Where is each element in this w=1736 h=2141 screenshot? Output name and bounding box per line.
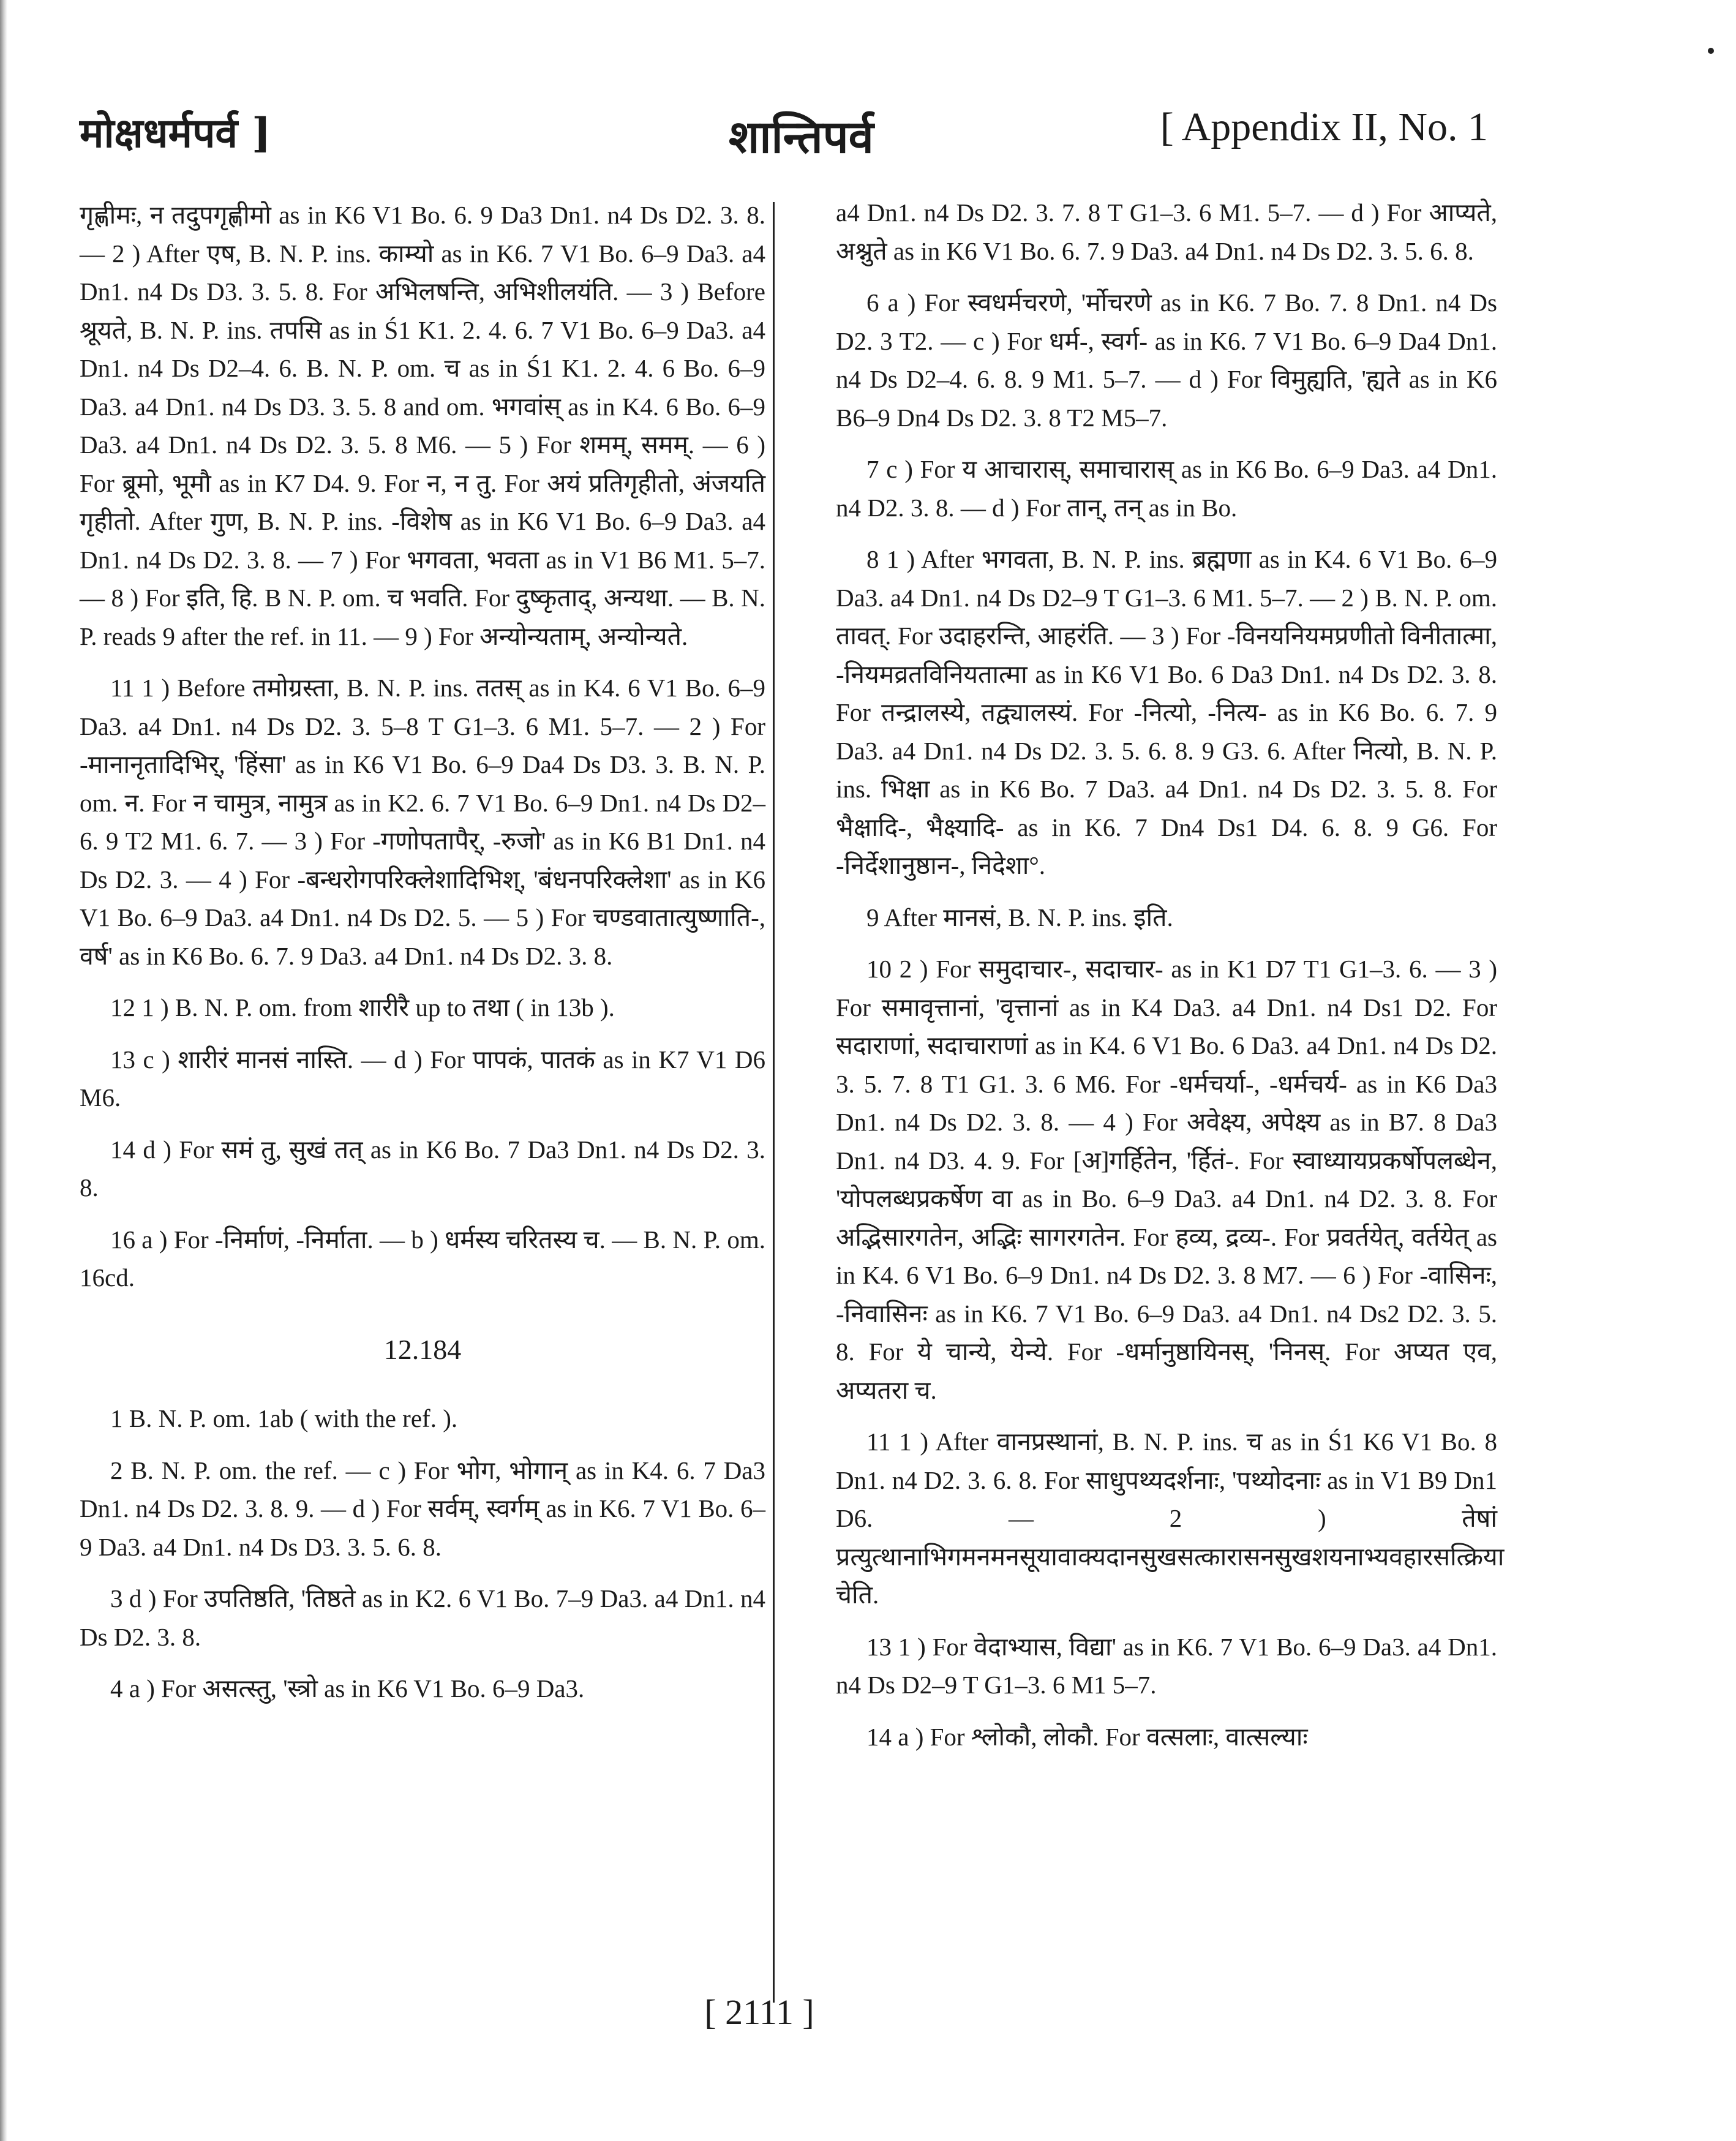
note-paragraph: 13 c ) शारीरं मानसं नास्ति. — d ) For पापकं, पातकं as in K7 V1 D6 M6. (80, 1045, 765, 1112)
note-paragraph: 11 1 ) After वानप्रस्थानां, B. N. P. ins. च as in Ś1 K6 V1 Bo. 8 Dn1. n4 D2. 3. 6. 8. For साधुपथ्यदर्शनाः, 'पथ्योदनाः as in V1 B9 Dn1 D6. — 2 ) तेषां प्रत्युत्थानाभिगमनमनसूयावाक्यदानसुखसत्कारासनसुखशयनाभ्यवहारसत्क्रिया चेति. (836, 1428, 1505, 1609)
note-paragraph: 2 B. N. P. om. the ref. — c ) For भोग, भोगान् as in K4. 6. 7 Da3 Dn1. n4 Ds D2. 3. 8. 9. — d ) For सर्वम्, स्वर्गम् as in K6. 7 V1 Bo. 6–9 Da3. a4 Dn1. n4 Ds D3. 3. 5. 6. 8. (80, 1456, 765, 1561)
note-paragraph: 7 c ) For य आचारास्, समाचारास् as in K6 Bo. 6–9 Da3. a4 Dn1. n4 D2. 3. 8. — d ) For तान्, तन् as in Bo. (836, 455, 1497, 522)
note-paragraph: 6 a ) For स्वधर्मचरणे, 'र्मोचरणे as in K6. 7 Bo. 7. 8 Dn1. n4 Ds D2. 3 T2. — c ) For धर्म-, स्वर्ग- as in K6. 7 V1 Bo. 6–9 Da4 Dn1. n4 Ds D2–4. 6. 8. 9 M1. 5–7. — d ) For विमुह्यति, 'ह्यते as in K6 B6–9 Dn4 Ds D2. 3. 8 T2 M5–7. (836, 288, 1497, 432)
note-paragraph: 10 2 ) For समुदाचार-, सदाचार- as in K1 D7 T1 G1–3. 6. — 3 ) For समावृत्तानां, 'वृत्तानां as in K4 Da3. a4 Dn1. n4 Ds1 D2. For सदाराणां, सदाचाराणां as in K4. 6 V1 Bo. 6 Da3. a4 Dn1. n4 Ds D2. 3. 5. 7. 8 T1 G1. 3. 6 M6. For -धर्मचर्या-, -धर्मचर्य- as in K6 Da3 Dn1. n4 Ds D2. 3. 8. — 4 ) For अवेक्ष्य, अपेक्ष्य as in B7. 8 Da3 Dn1. n4 D3. 4. 9. For [अ]गर्हितेन, 'र्हितं-. For स्वाध्यायप्रकर्षोपलब्धेन, 'योपलब्धप्रकर्षेण वा as in Bo. 6–9 Da3. a4 Dn1. n4 D2. 3. 8. For अद्भिसारगतेन, अद्भिः सागरगतेन. For हव्य, द्रव्य-. For प्रवर्तयेत्, वर्तयेत् as in K4. 6 V1 Bo. 6–9 Dn1. n4 Ds D2. 3. 8 M7. — 6 ) For -वासिनः, -निवासिनः as in K6. 7 V1 Bo. 6–9 Da3. a4 Dn1. n4 Ds2 D2. 3. 5. 8. For ये चान्ये, येन्ये. For -धर्मानुष्ठायिनस्, 'निनस्. For अप्यत एव, अप्यतरा च. (836, 955, 1497, 1404)
note-paragraph: 16 a ) For -निर्माणं, -निर्माता. — b ) धर्मस्य चरितस्य च. — B. N. P. om. 16cd. (80, 1225, 765, 1292)
note-paragraph: 11 1 ) Before तमोग्रस्ता, B. N. P. ins. ततस् as in K4. 6 V1 Bo. 6–9 Da3. a4 Dn1. n4 Ds D2. 3. 5–8 T G1–3. 6 M1. 5–7. — 2 ) For -मानानृतादिभिर्, 'हिंसा' as in K6 V1 Bo. 6–9 Da4 Ds D3. 3. B. N. P. om. न. For न चामुत्र, नामुत्र as in K2. 6. 7 V1 Bo. 6–9 Dn1. n4 Ds D2–6. 9 T2 M1. 6. 7. — 3 ) For -गणोपतापैर्, -रुजो' as in K6 B1 Dn1. n4 Ds D2. 3. — 4 ) For -बन्धरोगपरिक्लेशादिभिश्, 'बंधनपरिक्लेशा' as in K6 V1 Bo. 6–9 Da3. a4 Dn1. n4 Ds D2. 5. — 5 ) For चण्डवातात्युष्णाति-, वर्ष' as in K6 Bo. 6. 7. 9 Da3. a4 Dn1. n4 Ds D2. 3. 8. (80, 674, 765, 970)
scan-speck (1708, 48, 1714, 54)
note-paragraph: 1 B. N. P. om. 1ab ( with the ref. ). (110, 1404, 458, 1432)
note-paragraph: गृह्णीमः, न तदुपगृह्णीमो as in K6 V1 Bo. 6. 9 Da3 Dn1. n4 Ds D2. 3. 8. — 2 ) After एष, B. N. P. ins. काम्यो as in K6. 7 V1 Bo. 6–9 Da3. a4 Dn1. n4 Ds D3. 3. 5. 8. For अभिलषन्ति, अभिशीलयंति. — 3 ) Before श्रूयते, B. N. P. ins. तपसि as in Ś1 K1. 2. 4. 6. 7 V1 Bo. 6–9 Da3. a4 Dn1. n4 Ds D2–4. 6. B. N. P. om. च as in Ś1 K1. 2. 4. 6 Bo. 6–9 Da3. a4 Dn1. n4 Ds D3. 3. 5. 8 and om. भगवांस् as in K4. 6 Bo. 6–9 Da3. a4 Dn1. n4 Ds D2. 3. 5. 8 M6. — 5 ) For शमम्, समम्. — 6 ) For ब्रूमो, भूमौ as in K7 D4. 9. For न, न तु. For अयं प्रतिगृहीतो, अंजयति गृहीतो. After गुण, B. N. P. ins. -विशेष as in K6 V1 Bo. 6–9 Da3. a4 Dn1. n4 Ds D2. 3. 8. — 7 ) For भगवता, भवता as in V1 B6 M1. 5–7. — 8 ) For इति, हि. B N. P. om. च भवति. For दुष्कृताद्, अन्यथा. — B. N. P. reads 9 after the ref. in 11. — 9 ) For अन्योन्यताम्, अन्योन्यते. (80, 201, 765, 650)
note-paragraph: 12 1 ) B. N. P. om. from शारीरै up to तथा ( in 13b ). (110, 993, 615, 1022)
note-paragraph: 4 a ) For असत्स्तु, 'स्त्रो as in K6 V1 Bo. 6–9 Da3. (110, 1674, 585, 1703)
page-number: [ 2111 ] (704, 1992, 814, 2032)
note-paragraph: 13 1 ) For वेदाभ्यास, विद्या' as in K6. 7 V1 Bo. 6–9 Da3. a4 Dn1. n4 Ds D2–9 T G1–3. 6 M1 5–7. (836, 1632, 1497, 1699)
note-paragraph: 14 a ) For श्लोकौ, लोकौ. For वत्सलाः, वात्सल्याः (866, 1722, 1308, 1751)
header-appendix-ref: [ Appendix II, No. 1 (1160, 105, 1488, 149)
note-paragraph: 3 d ) For उपतिष्ठति, 'तिष्ठते as in K2. 6 V1 Bo. 7–9 Da3. a4 Dn1. n4 Ds D2. 3. 8. (80, 1584, 765, 1651)
section-heading: 12.184 (383, 1333, 462, 1365)
right-column (836, 194, 1505, 1769)
column-divider (773, 202, 775, 2003)
note-paragraph: 14 d ) For समं तु, सुखं तत् as in K6 Bo. 7 Da3 Dn1. n4 Ds D2. 3. 8. (80, 1135, 765, 1202)
note-paragraph: 9 After मानसं, B. N. P. ins. इति. (866, 903, 1173, 931)
note-paragraph: 8 1 ) After भगवता, B. N. P. ins. ब्रह्मणा as in K4. 6 V1 Bo. 6–9 Da3. a4 Dn1. n4 Ds D2–9 T G1–3. 6 M1. 5–7. — 2 ) B. N. P. om. तावत्. For उदाहरन्ति, आहरंति. — 3 ) For -विनयनियमप्रणीतो विनीतात्मा, -नियमव्रतविनियतात्मा as in K6 V1 Bo. 6 Da3 Dn1. n4 Ds D2. 3. 8. For तन्द्रालस्ये, तद्व्यालस्यं. For -नित्यो, -नित्य- as in K6 Bo. 6. 7. 9 Da3. a4 Dn1. n4 Ds D2. 3. 5. 6. 8. 9 G3. 6. After नित्यो, B. N. P. ins. भिक्षा as in K6 Bo. 7 Da3. a4 Dn1. n4 Ds D2. 3. 5. 8. For भैक्षादि-, भैक्ष्यादि- as in K6. 7 Dn4 Ds1 D4. 6. 8. 9 G6. For -निर्देशानुष्ठान-, निदेशा°. (836, 545, 1497, 879)
header-parva-title: शान्तिपर्व (729, 111, 874, 164)
header-parva-left: मोक्षधर्मपर्व ] (80, 109, 271, 157)
left-column (80, 196, 765, 1721)
book-binding-edge (0, 0, 7, 2141)
page-header (80, 104, 1488, 171)
note-paragraph: a4 Dn1. n4 Ds D2. 3. 7. 8 T G1–3. 6 M1. 5–7. — d ) For आप्यते, अश्नुते as in K6 V1 Bo. 6. 7. 9 Da3. a4 Dn1. n4 Ds D2. 3. 5. 6. 8. (836, 198, 1497, 265)
